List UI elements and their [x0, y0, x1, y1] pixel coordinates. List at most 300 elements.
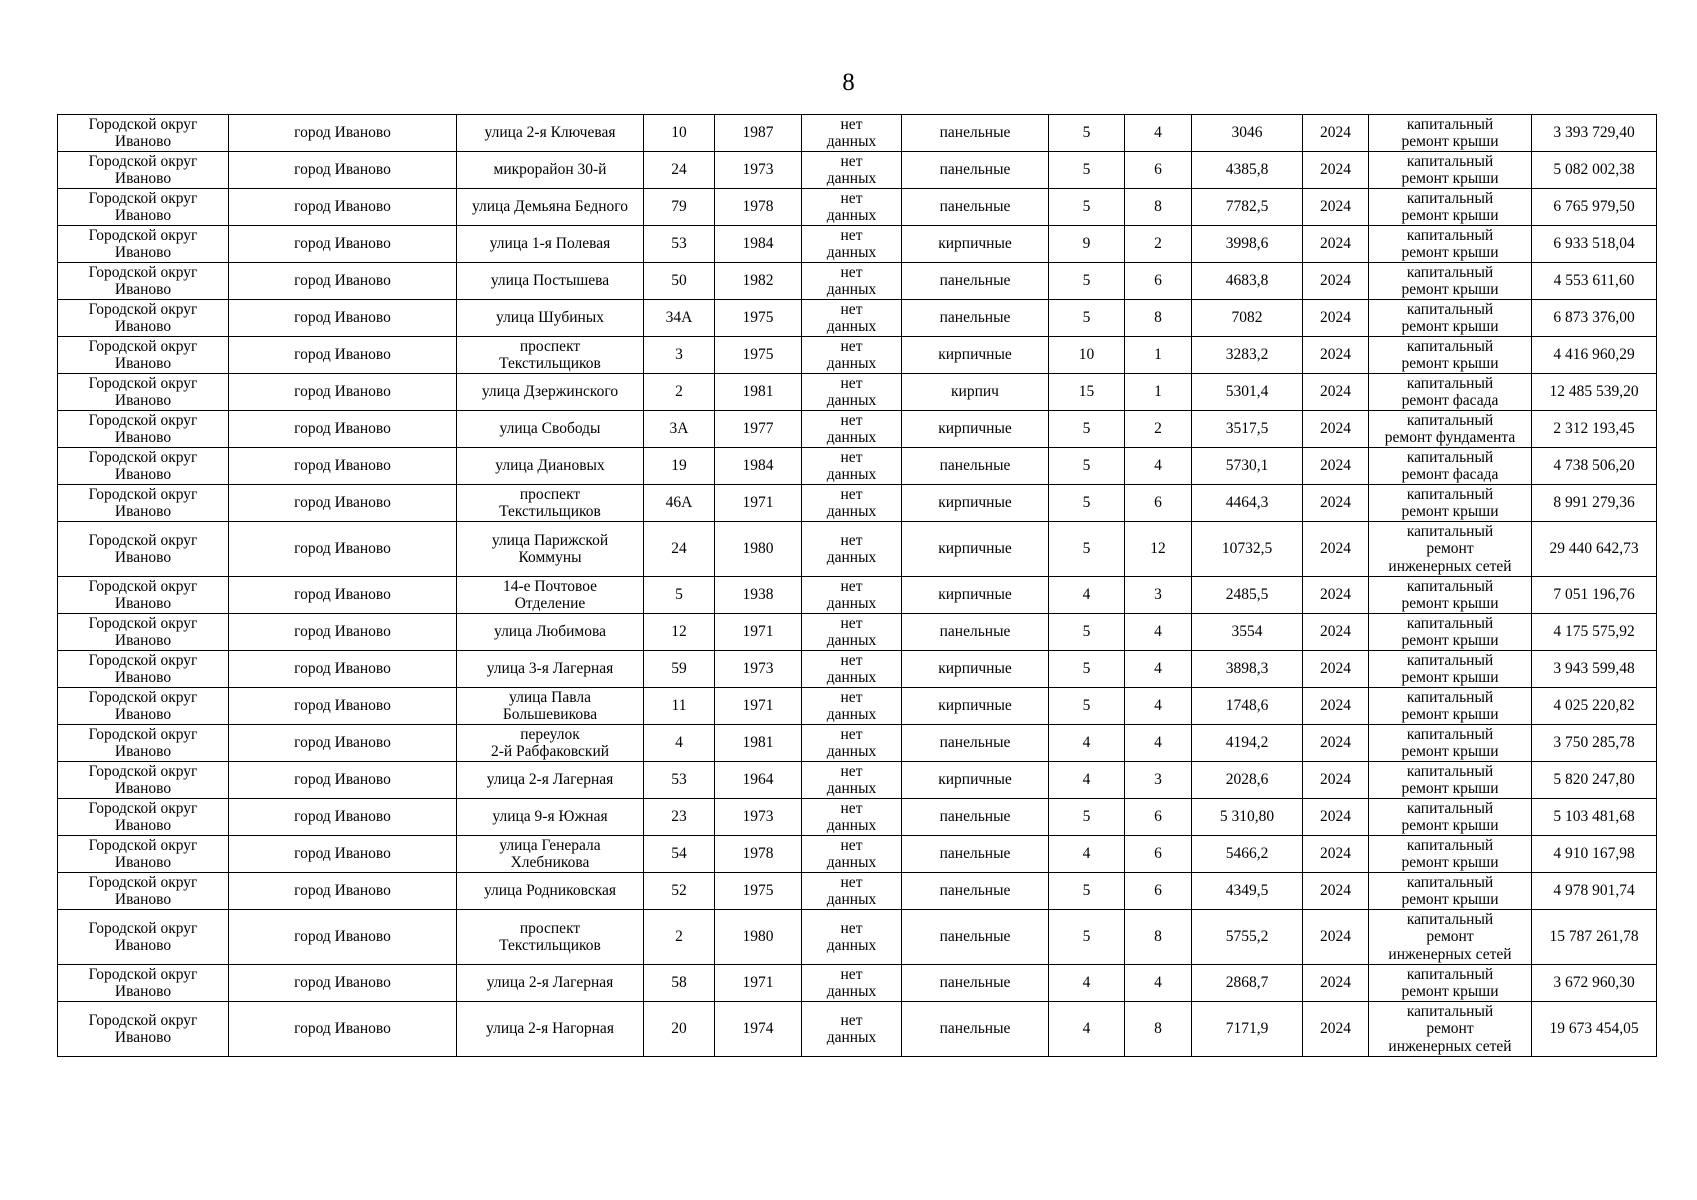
wall-material-cell: панельные	[902, 189, 1049, 226]
house-number-cell: 3А	[644, 411, 715, 448]
plan-year-cell: 2024	[1303, 337, 1369, 374]
municipality-cell: Городской округ Иваново	[58, 226, 229, 263]
work-type-cell: капитальный ремонт крыши	[1369, 799, 1532, 836]
table-row	[58, 485, 1657, 522]
house-number-cell: 5	[644, 577, 715, 614]
house-number-cell: 11	[644, 688, 715, 725]
wall-material-cell: панельные	[902, 873, 1049, 910]
house-number-cell: 53	[644, 226, 715, 263]
floors-cell: 5	[1049, 799, 1125, 836]
settlement-cell: город Иваново	[229, 226, 457, 263]
commissioning-cell: нет данных	[802, 725, 902, 762]
commissioning-cell: нет данных	[802, 226, 902, 263]
table-row	[58, 577, 1657, 614]
floors-cell: 10	[1049, 337, 1125, 374]
entrances-cell: 12	[1125, 522, 1192, 577]
house-number-cell: 2	[644, 374, 715, 411]
settlement-cell: город Иваново	[229, 115, 457, 152]
street-cell: улица 3-я Лагерная	[457, 651, 644, 688]
work-type-cell: капитальный ремонт крыши	[1369, 725, 1532, 762]
floors-cell: 5	[1049, 152, 1125, 189]
cost-cell: 12 485 539,20	[1532, 374, 1657, 411]
street-cell: проспект Текстильщиков	[457, 485, 644, 522]
commissioning-cell: нет данных	[802, 614, 902, 651]
commissioning-cell: нет данных	[802, 263, 902, 300]
commissioning-cell: нет данных	[802, 873, 902, 910]
commissioning-cell: нет данных	[802, 485, 902, 522]
street-cell: улица Генерала Хлебникова	[457, 836, 644, 873]
build-year-cell: 1974	[715, 1002, 802, 1057]
settlement-cell: город Иваново	[229, 189, 457, 226]
build-year-cell: 1971	[715, 614, 802, 651]
house-number-cell: 10	[644, 115, 715, 152]
work-type-cell: капитальный ремонт крыши	[1369, 300, 1532, 337]
municipality-cell: Городской округ Иваново	[58, 651, 229, 688]
table-row	[58, 688, 1657, 725]
house-number-cell: 59	[644, 651, 715, 688]
work-type-cell: капитальный ремонт крыши	[1369, 651, 1532, 688]
floors-cell: 9	[1049, 226, 1125, 263]
plan-year-cell: 2024	[1303, 485, 1369, 522]
wall-material-cell: панельные	[902, 799, 1049, 836]
floors-cell: 5	[1049, 873, 1125, 910]
wall-material-cell: панельные	[902, 1002, 1049, 1057]
settlement-cell: город Иваново	[229, 485, 457, 522]
entrances-cell: 4	[1125, 688, 1192, 725]
municipality-cell: Городской округ Иваново	[58, 725, 229, 762]
house-number-cell: 24	[644, 152, 715, 189]
street-cell: улица 9-я Южная	[457, 799, 644, 836]
municipality-cell: Городской округ Иваново	[58, 577, 229, 614]
build-year-cell: 1973	[715, 651, 802, 688]
area-cell: 3517,5	[1192, 411, 1303, 448]
area-cell: 3998,6	[1192, 226, 1303, 263]
floors-cell: 4	[1049, 1002, 1125, 1057]
table-row	[58, 226, 1657, 263]
table-body	[58, 115, 1657, 1057]
work-type-cell: капитальный ремонт крыши	[1369, 189, 1532, 226]
entrances-cell: 2	[1125, 226, 1192, 263]
wall-material-cell: панельные	[902, 300, 1049, 337]
table-row	[58, 651, 1657, 688]
floors-cell: 5	[1049, 651, 1125, 688]
area-cell: 7082	[1192, 300, 1303, 337]
entrances-cell: 6	[1125, 836, 1192, 873]
entrances-cell: 6	[1125, 873, 1192, 910]
commissioning-cell: нет данных	[802, 189, 902, 226]
street-cell: улица Шубиных	[457, 300, 644, 337]
work-type-cell: капитальный ремонт крыши	[1369, 263, 1532, 300]
table-row	[58, 411, 1657, 448]
street-cell: улица Павла Большевикова	[457, 688, 644, 725]
wall-material-cell: панельные	[902, 152, 1049, 189]
street-cell: улица Диановых	[457, 448, 644, 485]
cost-cell: 5 082 002,38	[1532, 152, 1657, 189]
cost-cell: 6 933 518,04	[1532, 226, 1657, 263]
commissioning-cell: нет данных	[802, 300, 902, 337]
cost-cell: 4 910 167,98	[1532, 836, 1657, 873]
house-number-cell: 20	[644, 1002, 715, 1057]
area-cell: 5730,1	[1192, 448, 1303, 485]
municipality-cell: Городской округ Иваново	[58, 688, 229, 725]
house-number-cell: 79	[644, 189, 715, 226]
municipality-cell: Городской округ Иваново	[58, 263, 229, 300]
table-row	[58, 873, 1657, 910]
street-cell: улица Любимова	[457, 614, 644, 651]
build-year-cell: 1987	[715, 115, 802, 152]
build-year-cell: 1971	[715, 688, 802, 725]
work-type-cell: капитальный ремонт крыши	[1369, 485, 1532, 522]
work-type-cell: капитальный ремонт крыши	[1369, 577, 1532, 614]
commissioning-cell: нет данных	[802, 688, 902, 725]
commissioning-cell: нет данных	[802, 1002, 902, 1057]
area-cell: 5301,4	[1192, 374, 1303, 411]
housing-repair-table	[57, 114, 1657, 1057]
street-cell: улица 2-я Ключевая	[457, 115, 644, 152]
build-year-cell: 1978	[715, 836, 802, 873]
floors-cell: 5	[1049, 115, 1125, 152]
table-row	[58, 300, 1657, 337]
commissioning-cell: нет данных	[802, 374, 902, 411]
work-type-cell: капитальный ремонт фундамента	[1369, 411, 1532, 448]
house-number-cell: 52	[644, 873, 715, 910]
table-row	[58, 448, 1657, 485]
floors-cell: 5	[1049, 411, 1125, 448]
settlement-cell: город Иваново	[229, 1002, 457, 1057]
wall-material-cell: кирпичные	[902, 577, 1049, 614]
settlement-cell: город Иваново	[229, 152, 457, 189]
build-year-cell: 1984	[715, 448, 802, 485]
area-cell: 1748,6	[1192, 688, 1303, 725]
commissioning-cell: нет данных	[802, 910, 902, 965]
wall-material-cell: кирпичные	[902, 337, 1049, 374]
street-cell: улица Родниковская	[457, 873, 644, 910]
house-number-cell: 23	[644, 799, 715, 836]
entrances-cell: 2	[1125, 411, 1192, 448]
plan-year-cell: 2024	[1303, 115, 1369, 152]
municipality-cell: Городской округ Иваново	[58, 762, 229, 799]
entrances-cell: 3	[1125, 762, 1192, 799]
entrances-cell: 4	[1125, 448, 1192, 485]
plan-year-cell: 2024	[1303, 263, 1369, 300]
wall-material-cell: панельные	[902, 910, 1049, 965]
work-type-cell: капитальный ремонт крыши	[1369, 873, 1532, 910]
build-year-cell: 1971	[715, 965, 802, 1002]
settlement-cell: город Иваново	[229, 263, 457, 300]
municipality-cell: Городской округ Иваново	[58, 448, 229, 485]
table-row	[58, 374, 1657, 411]
municipality-cell: Городской округ Иваново	[58, 522, 229, 577]
work-type-cell: капитальный ремонт инженерных сетей	[1369, 1002, 1532, 1057]
build-year-cell: 1938	[715, 577, 802, 614]
plan-year-cell: 2024	[1303, 910, 1369, 965]
cost-cell: 5 820 247,80	[1532, 762, 1657, 799]
entrances-cell: 4	[1125, 115, 1192, 152]
area-cell: 4194,2	[1192, 725, 1303, 762]
municipality-cell: Городской округ Иваново	[58, 337, 229, 374]
entrances-cell: 4	[1125, 614, 1192, 651]
cost-cell: 6 765 979,50	[1532, 189, 1657, 226]
build-year-cell: 1978	[715, 189, 802, 226]
settlement-cell: город Иваново	[229, 614, 457, 651]
cost-cell: 29 440 642,73	[1532, 522, 1657, 577]
settlement-cell: город Иваново	[229, 873, 457, 910]
house-number-cell: 53	[644, 762, 715, 799]
street-cell: улица Парижской Коммуны	[457, 522, 644, 577]
entrances-cell: 4	[1125, 651, 1192, 688]
settlement-cell: город Иваново	[229, 836, 457, 873]
cost-cell: 3 943 599,48	[1532, 651, 1657, 688]
plan-year-cell: 2024	[1303, 762, 1369, 799]
house-number-cell: 2	[644, 910, 715, 965]
cost-cell: 5 103 481,68	[1532, 799, 1657, 836]
municipality-cell: Городской округ Иваново	[58, 1002, 229, 1057]
floors-cell: 5	[1049, 485, 1125, 522]
house-number-cell: 46А	[644, 485, 715, 522]
street-cell: улица 2-я Нагорная	[457, 1002, 644, 1057]
build-year-cell: 1980	[715, 910, 802, 965]
settlement-cell: город Иваново	[229, 411, 457, 448]
work-type-cell: капитальный ремонт крыши	[1369, 836, 1532, 873]
municipality-cell: Городской округ Иваново	[58, 910, 229, 965]
wall-material-cell: кирпич	[902, 374, 1049, 411]
build-year-cell: 1973	[715, 799, 802, 836]
street-cell: переулок 2-й Рабфаковский	[457, 725, 644, 762]
wall-material-cell: кирпичные	[902, 226, 1049, 263]
entrances-cell: 1	[1125, 337, 1192, 374]
wall-material-cell: кирпичные	[902, 688, 1049, 725]
street-cell: микрорайон 30-й	[457, 152, 644, 189]
work-type-cell: капитальный ремонт инженерных сетей	[1369, 910, 1532, 965]
floors-cell: 5	[1049, 910, 1125, 965]
house-number-cell: 3	[644, 337, 715, 374]
entrances-cell: 8	[1125, 189, 1192, 226]
entrances-cell: 8	[1125, 1002, 1192, 1057]
street-cell: улица Демьяна Бедного	[457, 189, 644, 226]
commissioning-cell: нет данных	[802, 836, 902, 873]
cost-cell: 15 787 261,78	[1532, 910, 1657, 965]
street-cell: проспект Текстильщиков	[457, 337, 644, 374]
commissioning-cell: нет данных	[802, 115, 902, 152]
build-year-cell: 1981	[715, 374, 802, 411]
municipality-cell: Городской округ Иваново	[58, 189, 229, 226]
floors-cell: 4	[1049, 836, 1125, 873]
plan-year-cell: 2024	[1303, 226, 1369, 263]
wall-material-cell: кирпичные	[902, 762, 1049, 799]
cost-cell: 4 978 901,74	[1532, 873, 1657, 910]
settlement-cell: город Иваново	[229, 448, 457, 485]
commissioning-cell: нет данных	[802, 577, 902, 614]
table-row	[58, 965, 1657, 1002]
table-row	[58, 799, 1657, 836]
table-row	[58, 910, 1657, 965]
floors-cell: 15	[1049, 374, 1125, 411]
cost-cell: 4 416 960,29	[1532, 337, 1657, 374]
cost-cell: 3 750 285,78	[1532, 725, 1657, 762]
street-cell: 14-е Почтовое Отделение	[457, 577, 644, 614]
plan-year-cell: 2024	[1303, 965, 1369, 1002]
plan-year-cell: 2024	[1303, 614, 1369, 651]
settlement-cell: город Иваново	[229, 725, 457, 762]
entrances-cell: 3	[1125, 577, 1192, 614]
plan-year-cell: 2024	[1303, 799, 1369, 836]
wall-material-cell: панельные	[902, 448, 1049, 485]
wall-material-cell: панельные	[902, 836, 1049, 873]
entrances-cell: 6	[1125, 799, 1192, 836]
table-row	[58, 152, 1657, 189]
entrances-cell: 6	[1125, 263, 1192, 300]
build-year-cell: 1964	[715, 762, 802, 799]
plan-year-cell: 2024	[1303, 651, 1369, 688]
wall-material-cell: кирпичные	[902, 522, 1049, 577]
municipality-cell: Городской округ Иваново	[58, 115, 229, 152]
municipality-cell: Городской округ Иваново	[58, 300, 229, 337]
build-year-cell: 1981	[715, 725, 802, 762]
work-type-cell: капитальный ремонт крыши	[1369, 688, 1532, 725]
commissioning-cell: нет данных	[802, 411, 902, 448]
commissioning-cell: нет данных	[802, 448, 902, 485]
work-type-cell: капитальный ремонт крыши	[1369, 226, 1532, 263]
commissioning-cell: нет данных	[802, 965, 902, 1002]
entrances-cell: 4	[1125, 725, 1192, 762]
wall-material-cell: панельные	[902, 263, 1049, 300]
work-type-cell: капитальный ремонт крыши	[1369, 152, 1532, 189]
floors-cell: 5	[1049, 263, 1125, 300]
commissioning-cell: нет данных	[802, 522, 902, 577]
plan-year-cell: 2024	[1303, 374, 1369, 411]
table-row	[58, 836, 1657, 873]
table-row	[58, 725, 1657, 762]
build-year-cell: 1975	[715, 337, 802, 374]
area-cell: 5 310,80	[1192, 799, 1303, 836]
work-type-cell: капитальный ремонт крыши	[1369, 115, 1532, 152]
street-cell: улица Дзержинского	[457, 374, 644, 411]
street-cell: улица Постышева	[457, 263, 644, 300]
cost-cell: 4 175 575,92	[1532, 614, 1657, 651]
floors-cell: 5	[1049, 614, 1125, 651]
cost-cell: 7 051 196,76	[1532, 577, 1657, 614]
table-row	[58, 1002, 1657, 1057]
entrances-cell: 6	[1125, 485, 1192, 522]
floors-cell: 4	[1049, 577, 1125, 614]
area-cell: 7782,5	[1192, 189, 1303, 226]
cost-cell: 6 873 376,00	[1532, 300, 1657, 337]
street-cell: улица 1-я Полевая	[457, 226, 644, 263]
municipality-cell: Городской округ Иваново	[58, 799, 229, 836]
floors-cell: 4	[1049, 762, 1125, 799]
work-type-cell: капитальный ремонт крыши	[1369, 965, 1532, 1002]
area-cell: 4385,8	[1192, 152, 1303, 189]
plan-year-cell: 2024	[1303, 725, 1369, 762]
house-number-cell: 50	[644, 263, 715, 300]
work-type-cell: капитальный ремонт фасада	[1369, 374, 1532, 411]
table-row	[58, 189, 1657, 226]
area-cell: 4349,5	[1192, 873, 1303, 910]
plan-year-cell: 2024	[1303, 522, 1369, 577]
municipality-cell: Городской округ Иваново	[58, 374, 229, 411]
area-cell: 2868,7	[1192, 965, 1303, 1002]
plan-year-cell: 2024	[1303, 836, 1369, 873]
floors-cell: 5	[1049, 189, 1125, 226]
house-number-cell: 24	[644, 522, 715, 577]
house-number-cell: 54	[644, 836, 715, 873]
build-year-cell: 1980	[715, 522, 802, 577]
settlement-cell: город Иваново	[229, 910, 457, 965]
municipality-cell: Городской округ Иваново	[58, 411, 229, 448]
house-number-cell: 34А	[644, 300, 715, 337]
house-number-cell: 58	[644, 965, 715, 1002]
entrances-cell: 4	[1125, 965, 1192, 1002]
area-cell: 4683,8	[1192, 263, 1303, 300]
wall-material-cell: кирпичные	[902, 411, 1049, 448]
table-row	[58, 762, 1657, 799]
table-row	[58, 115, 1657, 152]
table-row	[58, 337, 1657, 374]
settlement-cell: город Иваново	[229, 762, 457, 799]
floors-cell: 4	[1049, 725, 1125, 762]
floors-cell: 4	[1049, 965, 1125, 1002]
cost-cell: 4 025 220,82	[1532, 688, 1657, 725]
build-year-cell: 1977	[715, 411, 802, 448]
street-cell: улица 2-я Лагерная	[457, 762, 644, 799]
floors-cell: 5	[1049, 522, 1125, 577]
settlement-cell: город Иваново	[229, 688, 457, 725]
commissioning-cell: нет данных	[802, 152, 902, 189]
cost-cell: 2 312 193,45	[1532, 411, 1657, 448]
build-year-cell: 1984	[715, 226, 802, 263]
municipality-cell: Городской округ Иваново	[58, 614, 229, 651]
cost-cell: 8 991 279,36	[1532, 485, 1657, 522]
build-year-cell: 1975	[715, 300, 802, 337]
settlement-cell: город Иваново	[229, 577, 457, 614]
table-row	[58, 614, 1657, 651]
commissioning-cell: нет данных	[802, 337, 902, 374]
settlement-cell: город Иваново	[229, 337, 457, 374]
wall-material-cell: панельные	[902, 115, 1049, 152]
build-year-cell: 1973	[715, 152, 802, 189]
municipality-cell: Городской округ Иваново	[58, 873, 229, 910]
settlement-cell: город Иваново	[229, 374, 457, 411]
house-number-cell: 4	[644, 725, 715, 762]
work-type-cell: капитальный ремонт крыши	[1369, 762, 1532, 799]
area-cell: 3283,2	[1192, 337, 1303, 374]
commissioning-cell: нет данных	[802, 651, 902, 688]
commissioning-cell: нет данных	[802, 762, 902, 799]
municipality-cell: Городской округ Иваново	[58, 152, 229, 189]
settlement-cell: город Иваново	[229, 300, 457, 337]
area-cell: 2028,6	[1192, 762, 1303, 799]
cost-cell: 4 738 506,20	[1532, 448, 1657, 485]
entrances-cell: 1	[1125, 374, 1192, 411]
municipality-cell: Городской округ Иваново	[58, 485, 229, 522]
plan-year-cell: 2024	[1303, 873, 1369, 910]
area-cell: 4464,3	[1192, 485, 1303, 522]
wall-material-cell: кирпичные	[902, 651, 1049, 688]
settlement-cell: город Иваново	[229, 522, 457, 577]
cost-cell: 19 673 454,05	[1532, 1002, 1657, 1057]
area-cell: 7171,9	[1192, 1002, 1303, 1057]
entrances-cell: 8	[1125, 300, 1192, 337]
table-row	[58, 263, 1657, 300]
plan-year-cell: 2024	[1303, 688, 1369, 725]
house-number-cell: 12	[644, 614, 715, 651]
plan-year-cell: 2024	[1303, 411, 1369, 448]
work-type-cell: капитальный ремонт крыши	[1369, 614, 1532, 651]
area-cell: 3554	[1192, 614, 1303, 651]
area-cell: 3046	[1192, 115, 1303, 152]
build-year-cell: 1982	[715, 263, 802, 300]
floors-cell: 5	[1049, 300, 1125, 337]
